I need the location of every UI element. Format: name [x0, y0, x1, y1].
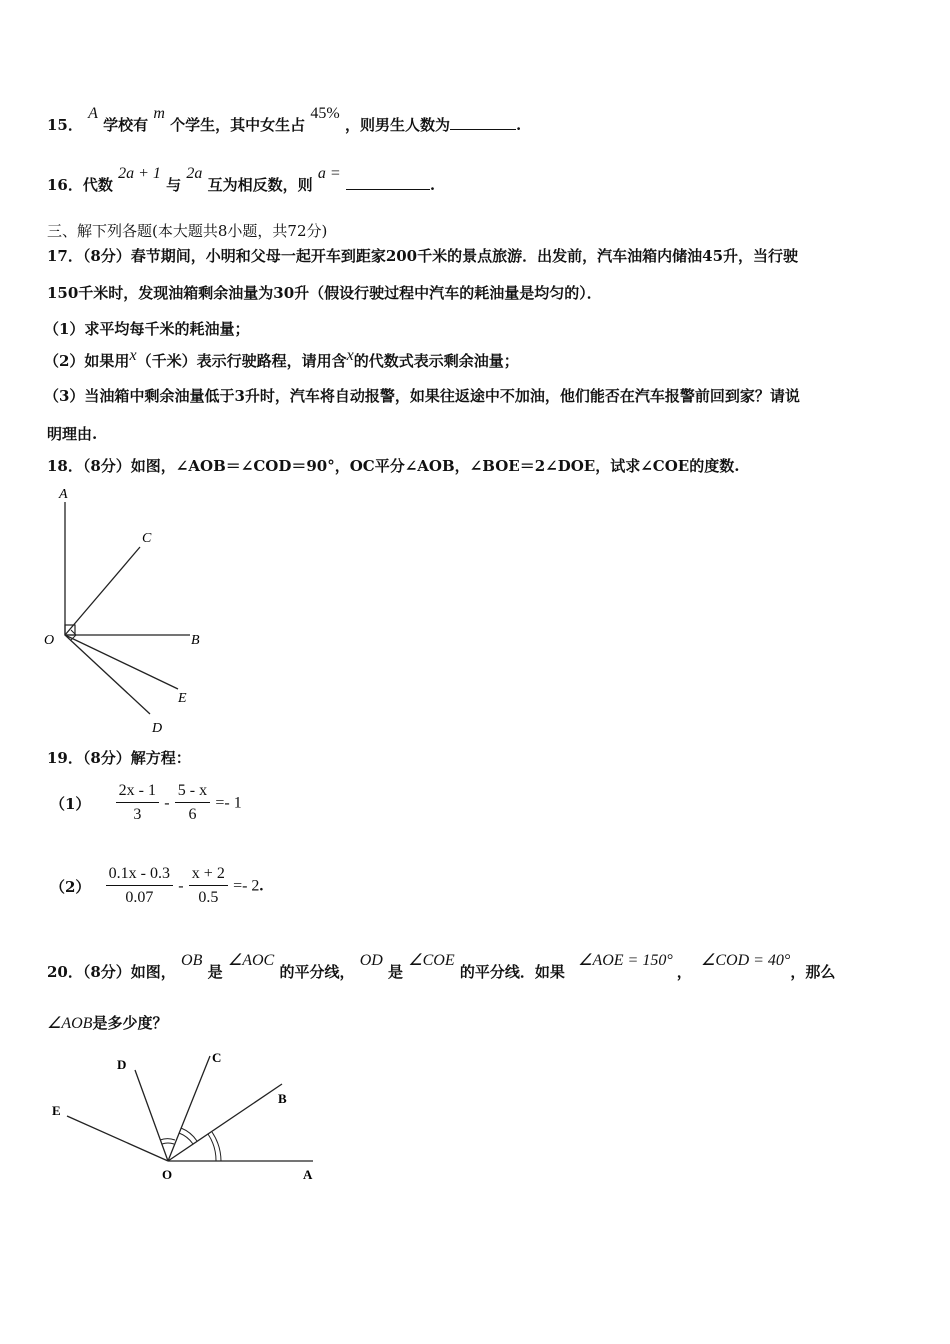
ray-OB: [168, 1084, 282, 1161]
question-text: ，那么: [790, 963, 836, 981]
label-A: A: [59, 487, 68, 502]
figure-18-angles: [40, 482, 210, 737]
math-expr-2: 2a: [186, 165, 203, 182]
math-A: A: [88, 105, 98, 122]
period: .: [429, 176, 436, 194]
label-D: D: [152, 721, 163, 736]
label-C: C: [212, 1050, 222, 1065]
label-E: E: [52, 1103, 61, 1118]
question-text: 的代数式表示剩余油量；: [353, 352, 519, 370]
question-17-part-1: （1）求平均每千米的耗油量；: [44, 320, 250, 338]
question-number: 16．代数: [47, 176, 113, 194]
ray-OC: [168, 1056, 210, 1161]
question-17-line-1: 17．（8分）春节期间，小明和父母一起开车到距家200千米的景点旅游．出发前，汽车油箱内储油45升，当行驶: [47, 247, 799, 265]
numerator: 0.1x - 0.3: [106, 863, 173, 886]
question-text: 互为相反数，则: [207, 176, 313, 194]
minus-sign: -: [164, 794, 170, 812]
question-17-part-3-cont: 明理由.: [47, 425, 98, 443]
question-17-part-2: [44, 347, 519, 372]
math-angle-AOE: ∠AOE = 150°: [578, 952, 673, 969]
angle-arc-COD: [162, 1143, 174, 1144]
label-O: O: [162, 1167, 173, 1182]
question-20-line-1: [47, 952, 836, 983]
math-m: m: [153, 105, 165, 122]
part-label: （1）: [50, 795, 91, 813]
question-19: 19．（8分）解方程：: [47, 749, 191, 767]
denominator: 0.07: [125, 889, 154, 906]
math-angle-COE: ∠COE: [408, 952, 455, 969]
question-16: [47, 165, 436, 196]
denominator: 0.5: [198, 889, 219, 906]
answer-blank: [450, 115, 516, 130]
fraction-2: [189, 863, 228, 910]
math-angle-AOB: ∠AOB: [47, 1015, 93, 1032]
math-angle-COD: ∠COD = 40°: [701, 952, 791, 969]
label-D: D: [117, 1057, 127, 1072]
question-text: 与: [166, 176, 182, 194]
fraction-1: [106, 863, 173, 910]
question-text: 学校有: [103, 116, 149, 134]
angle-arc-AOB: [208, 1134, 216, 1161]
comma: ，: [676, 963, 692, 981]
ray-OE: [65, 635, 178, 689]
numerator: 5 - x: [175, 780, 210, 803]
math-angle-AOC: ∠AOC: [227, 952, 275, 969]
fraction-1: [116, 780, 159, 827]
numerator: 2x - 1: [116, 780, 159, 803]
math-percent: 45%: [310, 105, 340, 122]
question-19-part-1: [50, 780, 242, 827]
denominator: 6: [188, 806, 197, 823]
math-expr-1: 2a + 1: [118, 165, 161, 182]
math-a-eq: a =: [317, 165, 341, 182]
math-x: x: [346, 347, 354, 364]
answer-blank: [346, 175, 430, 190]
question-number: 20．（8分）如图，: [47, 963, 176, 981]
ray-OE: [67, 1116, 168, 1161]
label-B: B: [191, 633, 200, 648]
ray-OD: [65, 635, 150, 714]
question-text: （2）如果用: [44, 352, 130, 370]
question-text: 的平分线．如果: [459, 963, 565, 981]
numerator: x + 2: [189, 863, 228, 886]
question-17-part-3: （3）当油箱中剩余油量低于3升时，汽车将自动报警，如果往返途中不加油，他们能否在汽车报警前回到家？请说: [44, 387, 800, 405]
ray-OC: [65, 547, 140, 635]
label-B: B: [278, 1091, 287, 1106]
question-text: 是多少度？: [92, 1014, 168, 1032]
question-20-line-2: [47, 1013, 167, 1034]
question-text: ，则男生人数为: [344, 116, 450, 134]
minus-sign: -: [178, 877, 184, 895]
period: .: [516, 116, 522, 134]
right-hand-side: =- 1: [215, 794, 242, 812]
denominator: 3: [133, 806, 142, 823]
label-A: A: [303, 1167, 313, 1182]
label-E: E: [178, 691, 187, 706]
math-OD: OD: [359, 952, 383, 969]
question-text: 是: [388, 963, 404, 981]
fraction-2: [175, 780, 210, 827]
math-x: x: [129, 347, 137, 364]
question-text: 是: [207, 963, 223, 981]
label-C: C: [142, 531, 152, 546]
angle-arc-AOB: [212, 1132, 221, 1161]
right-hand-side: =- 2: [233, 877, 260, 895]
angle-arc-COD: [160, 1139, 175, 1140]
question-text: （千米）表示行驶路程，请用含: [136, 352, 347, 370]
period: .: [259, 877, 264, 895]
figure-20-angles: [45, 1048, 335, 1188]
question-text: 个学生，其中女生占: [170, 116, 306, 134]
math-OB: OB: [181, 952, 203, 969]
part-label: （2）: [50, 878, 91, 896]
label-O: O: [44, 633, 55, 648]
question-18: 18．（8分）如图，∠AOB＝∠COD＝90°，OC平分∠AOB，∠BOE＝2∠DOE，试求∠COE的度数.: [47, 457, 740, 475]
question-19-part-2: [50, 863, 263, 910]
question-number: 15．: [47, 116, 83, 134]
ray-OD: [135, 1070, 168, 1161]
section-heading: 三、解下列各题(本大题共8小题，共72分): [47, 222, 328, 240]
question-15: [47, 105, 522, 136]
question-text: 的平分线，: [279, 963, 355, 981]
question-17-line-2: 150千米时，发现油箱剩余油量为30升（假设行驶过程中汽车的耗油量是均匀的）．: [47, 284, 602, 302]
